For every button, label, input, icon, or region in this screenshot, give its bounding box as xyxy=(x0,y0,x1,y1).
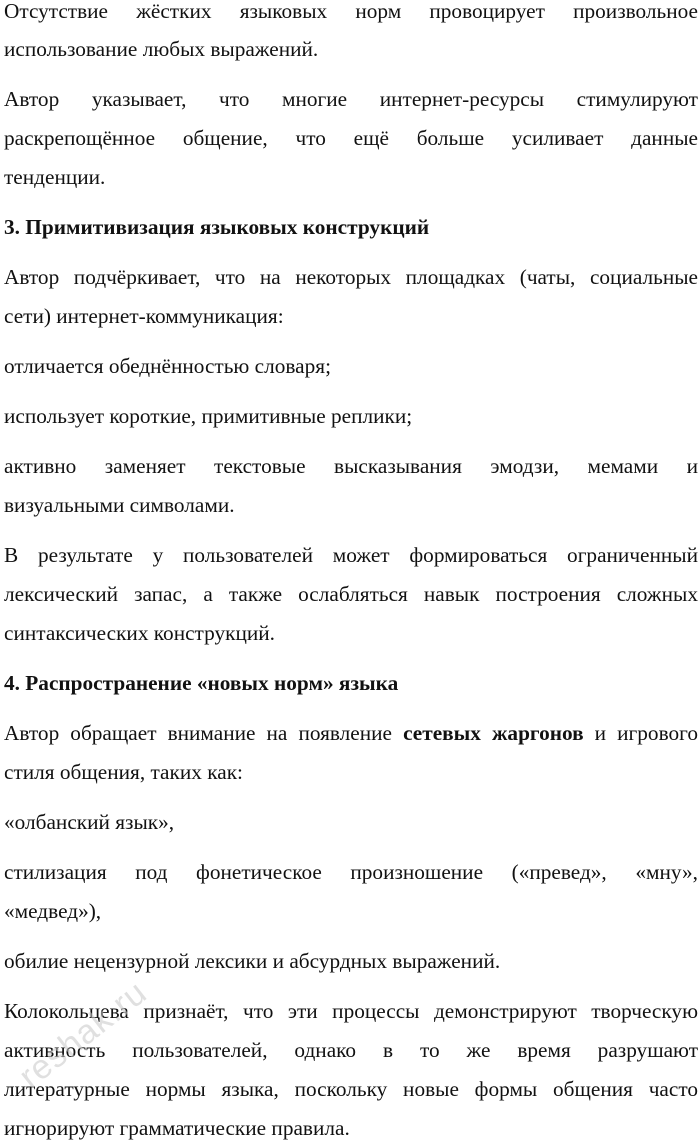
text-line: «медвед»), xyxy=(4,899,102,923)
list-item: отличается обеднённостью словаря; xyxy=(4,354,331,378)
text-line: визуальными символами. xyxy=(4,493,235,517)
text-segment: Автор обращает внимание на появление xyxy=(4,721,404,745)
text-line xyxy=(4,720,698,746)
text-line: Колокольцева признаёт, что эти процессы демонстрируют творческую xyxy=(4,999,698,1023)
text-line: синтаксических конструкций. xyxy=(4,621,276,645)
text-line: Автор указывает, что многие интернет-ресурсы стимулируют xyxy=(4,87,698,111)
list-item: активно заменяет текстовые высказывания эмодзи, мемами и xyxy=(4,454,698,478)
text-line: литературные нормы языка, поскольку новые формы общения часто xyxy=(4,1077,698,1101)
list-item: стилизация под фонетическое произношение («превед», «мну», xyxy=(4,860,698,884)
text-line: В результате у пользователей может формироваться ограниченный xyxy=(4,543,698,567)
list-item: обилие нецензурной лексики и абсурдных выражений. xyxy=(4,949,501,973)
text-line: тенденции. xyxy=(4,165,106,189)
text-line: лексический запас, а также ослабляться навык построения сложных xyxy=(4,582,698,606)
watermark: reshak.ru xyxy=(12,973,155,1096)
text-line: раскрепощённое общение, что ещё больше усиливает данные xyxy=(4,126,698,150)
text-line: Автор подчёркивает, что на некоторых площадках (чаты, социальные xyxy=(4,265,698,289)
bold-term: сетевых жаргонов xyxy=(403,721,584,745)
text-line: стиля общения, таких как: xyxy=(4,760,243,784)
section-heading-3: 3. Примитивизация языковых конструкций xyxy=(4,215,430,239)
text-line: сети) интернет-коммуникация: xyxy=(4,304,284,328)
list-item: «олбанский язык», xyxy=(4,810,175,834)
text-segment: и игрового xyxy=(583,721,698,745)
list-item: использует короткие, примитивные реплики; xyxy=(4,404,413,428)
text-line: Отсутствие жёстких языковых норм провоцирует произвольное xyxy=(4,0,698,23)
section-heading-4: 4. Распространение «новых норм» языка xyxy=(4,671,399,695)
text-line: игнорируют грамматические правила. xyxy=(4,1116,350,1140)
text-line: использование любых выражений. xyxy=(4,37,319,61)
text-line: активность пользователей, однако в то же время разрушают xyxy=(4,1038,698,1062)
